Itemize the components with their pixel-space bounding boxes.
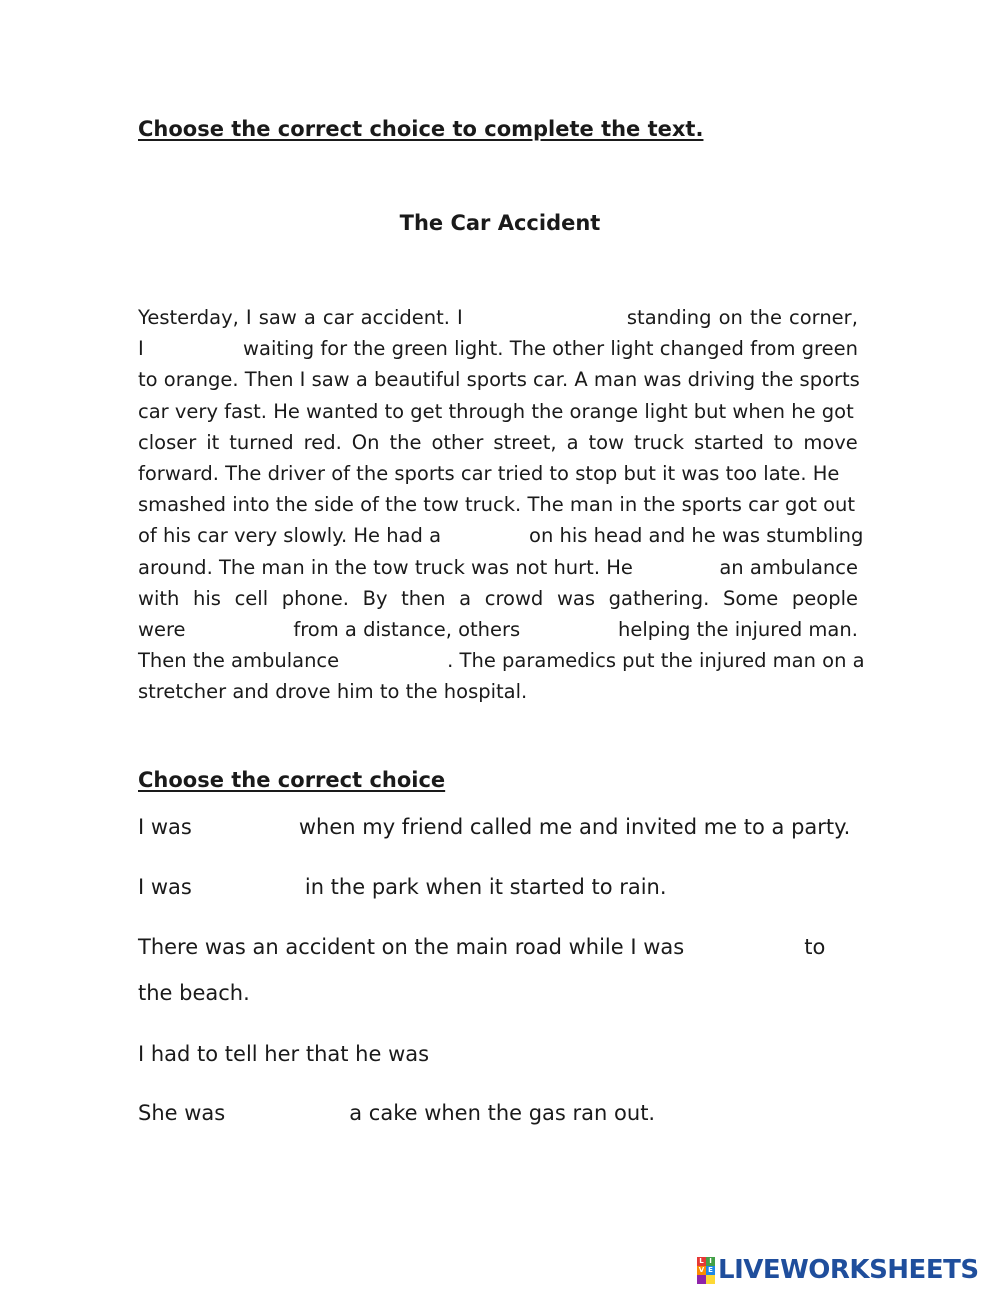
story-text: started [694, 430, 764, 454]
story-text: people [791, 586, 858, 610]
answer-blank[interactable] [225, 1100, 349, 1126]
sentence-2 [138, 874, 667, 900]
story-text: gathering. [608, 586, 710, 610]
story-text: tow [588, 430, 625, 454]
sentence-text-after: when my friend called me and invited me to a party. [298, 815, 851, 839]
story-paragraph [138, 302, 865, 707]
story-title: The Car Accident [399, 211, 601, 235]
logo-square: E [706, 1266, 715, 1275]
answer-blank[interactable] [684, 934, 804, 960]
section-heading-choose-choice: Choose the correct choice [138, 768, 446, 792]
story-text: a [459, 586, 472, 610]
story-text: were [138, 617, 186, 641]
sentence-text-before: I was [138, 815, 192, 839]
logo-square [697, 1275, 706, 1284]
story-text: was [556, 586, 595, 610]
story-text: to orange. Then I saw a beautiful sports car. A man was driving the sports [138, 368, 860, 392]
story-text: a [303, 306, 316, 329]
story-text: waiting for the green light. The other light changed from green [243, 337, 858, 361]
story-line [138, 614, 858, 645]
story-line [138, 645, 865, 676]
story-text: helping the injured man. [618, 617, 858, 641]
story-line [138, 676, 858, 707]
story-text: street, [493, 430, 557, 454]
liveworksheets-logo-icon [697, 1257, 715, 1284]
story-text: with [138, 586, 180, 610]
story-text: the [749, 306, 782, 329]
story-text: to [773, 430, 794, 454]
story-text: then [401, 586, 446, 610]
story-text: on [718, 306, 743, 329]
story-text: truck [634, 430, 685, 454]
answer-blank[interactable] [339, 645, 447, 669]
answer-blank[interactable] [188, 614, 290, 638]
story-text: other [431, 430, 484, 454]
liveworksheets-logo-text: LIVEWORKSHEETS [718, 1255, 979, 1285]
sentence-text-after: a cake when the gas ran out. [349, 1101, 656, 1125]
story-text: saw [258, 306, 297, 329]
sentence-text-after: to [804, 935, 826, 959]
logo-square [706, 1275, 715, 1284]
story-text: On [351, 430, 380, 454]
logo-square: L [697, 1257, 706, 1266]
story-text: Yesterday, [138, 306, 239, 329]
story-text: it [206, 430, 220, 454]
story-line [138, 302, 858, 333]
sentence-4 [138, 1041, 589, 1067]
story-text: car [322, 306, 354, 329]
sentence-text-before: I had to tell her that he was [138, 1042, 430, 1066]
story-line [138, 552, 858, 583]
story-text: accident. [360, 306, 450, 329]
sentence-text-before: She was [138, 1101, 226, 1125]
section-heading-complete-text: Choose the correct choice to complete the text. [138, 117, 704, 141]
answer-blank[interactable] [192, 814, 299, 840]
logo-square: I [706, 1257, 715, 1266]
story-text: closer [138, 430, 197, 454]
story-line [138, 396, 858, 427]
story-text: an ambulance [719, 555, 858, 579]
liveworksheets-logo [697, 1254, 979, 1286]
story-text: from a distance, others [293, 617, 521, 641]
answer-blank[interactable] [441, 520, 529, 544]
story-text: By [362, 586, 388, 610]
answer-blank[interactable] [633, 552, 719, 576]
story-text: turned [229, 430, 294, 454]
answer-blank[interactable] [150, 333, 236, 357]
story-text: forward. The driver of the sports car tried to stop but it was too late. He [138, 461, 840, 485]
logo-square: V [698, 1265, 705, 1274]
story-line [138, 489, 858, 520]
sentence-3 [138, 934, 825, 960]
story-text: stretcher and drove him to the hospital. [138, 680, 528, 704]
story-text: car very fast. He wanted to get through the orange light but when he got [138, 399, 854, 423]
sentence-1 [138, 814, 850, 840]
answer-blank[interactable] [429, 1041, 589, 1067]
story-text: around. The man in the tow truck was not hurt. He [138, 555, 633, 579]
story-text: crowd [484, 586, 544, 610]
sentence-5 [138, 1100, 655, 1126]
story-line [138, 427, 858, 458]
story-text: smashed into the side of the tow truck. The man in the sports car got out [138, 493, 856, 517]
story-text: of his car very slowly. He had a [138, 524, 442, 548]
story-text: I [138, 337, 144, 361]
answer-blank[interactable] [192, 874, 305, 900]
story-text: I [245, 306, 252, 329]
story-text: . The paramedics put the injured man on a [447, 649, 865, 673]
story-text: a [566, 430, 579, 454]
story-text: Some [722, 586, 779, 610]
answer-blank[interactable] [523, 614, 615, 638]
story-line [138, 583, 858, 614]
story-text: cell [234, 586, 269, 610]
sentence-text-before: I was [138, 875, 192, 899]
story-text: corner, [789, 306, 858, 329]
story-text: Then the ambulance [138, 649, 340, 673]
story-text: standing [626, 306, 712, 329]
sentence-text-after: in the park when it started to rain. [304, 875, 667, 899]
answer-blank[interactable] [470, 302, 620, 326]
story-line [138, 333, 858, 364]
story-text: phone. [281, 586, 349, 610]
sentence-3-continued [138, 981, 250, 1005]
story-text: red. [303, 430, 342, 454]
story-text: on his head and he was stumbling [529, 524, 864, 548]
story-text: I [457, 306, 463, 329]
story-line [138, 520, 864, 551]
story-text: the [389, 430, 422, 454]
sentence-text-before: the beach. [138, 981, 250, 1005]
story-text: move [803, 430, 858, 454]
story-text: his [193, 586, 221, 610]
story-line [138, 364, 858, 395]
story-line [138, 458, 858, 489]
sentence-text-before: There was an accident on the main road while I was [138, 935, 685, 959]
